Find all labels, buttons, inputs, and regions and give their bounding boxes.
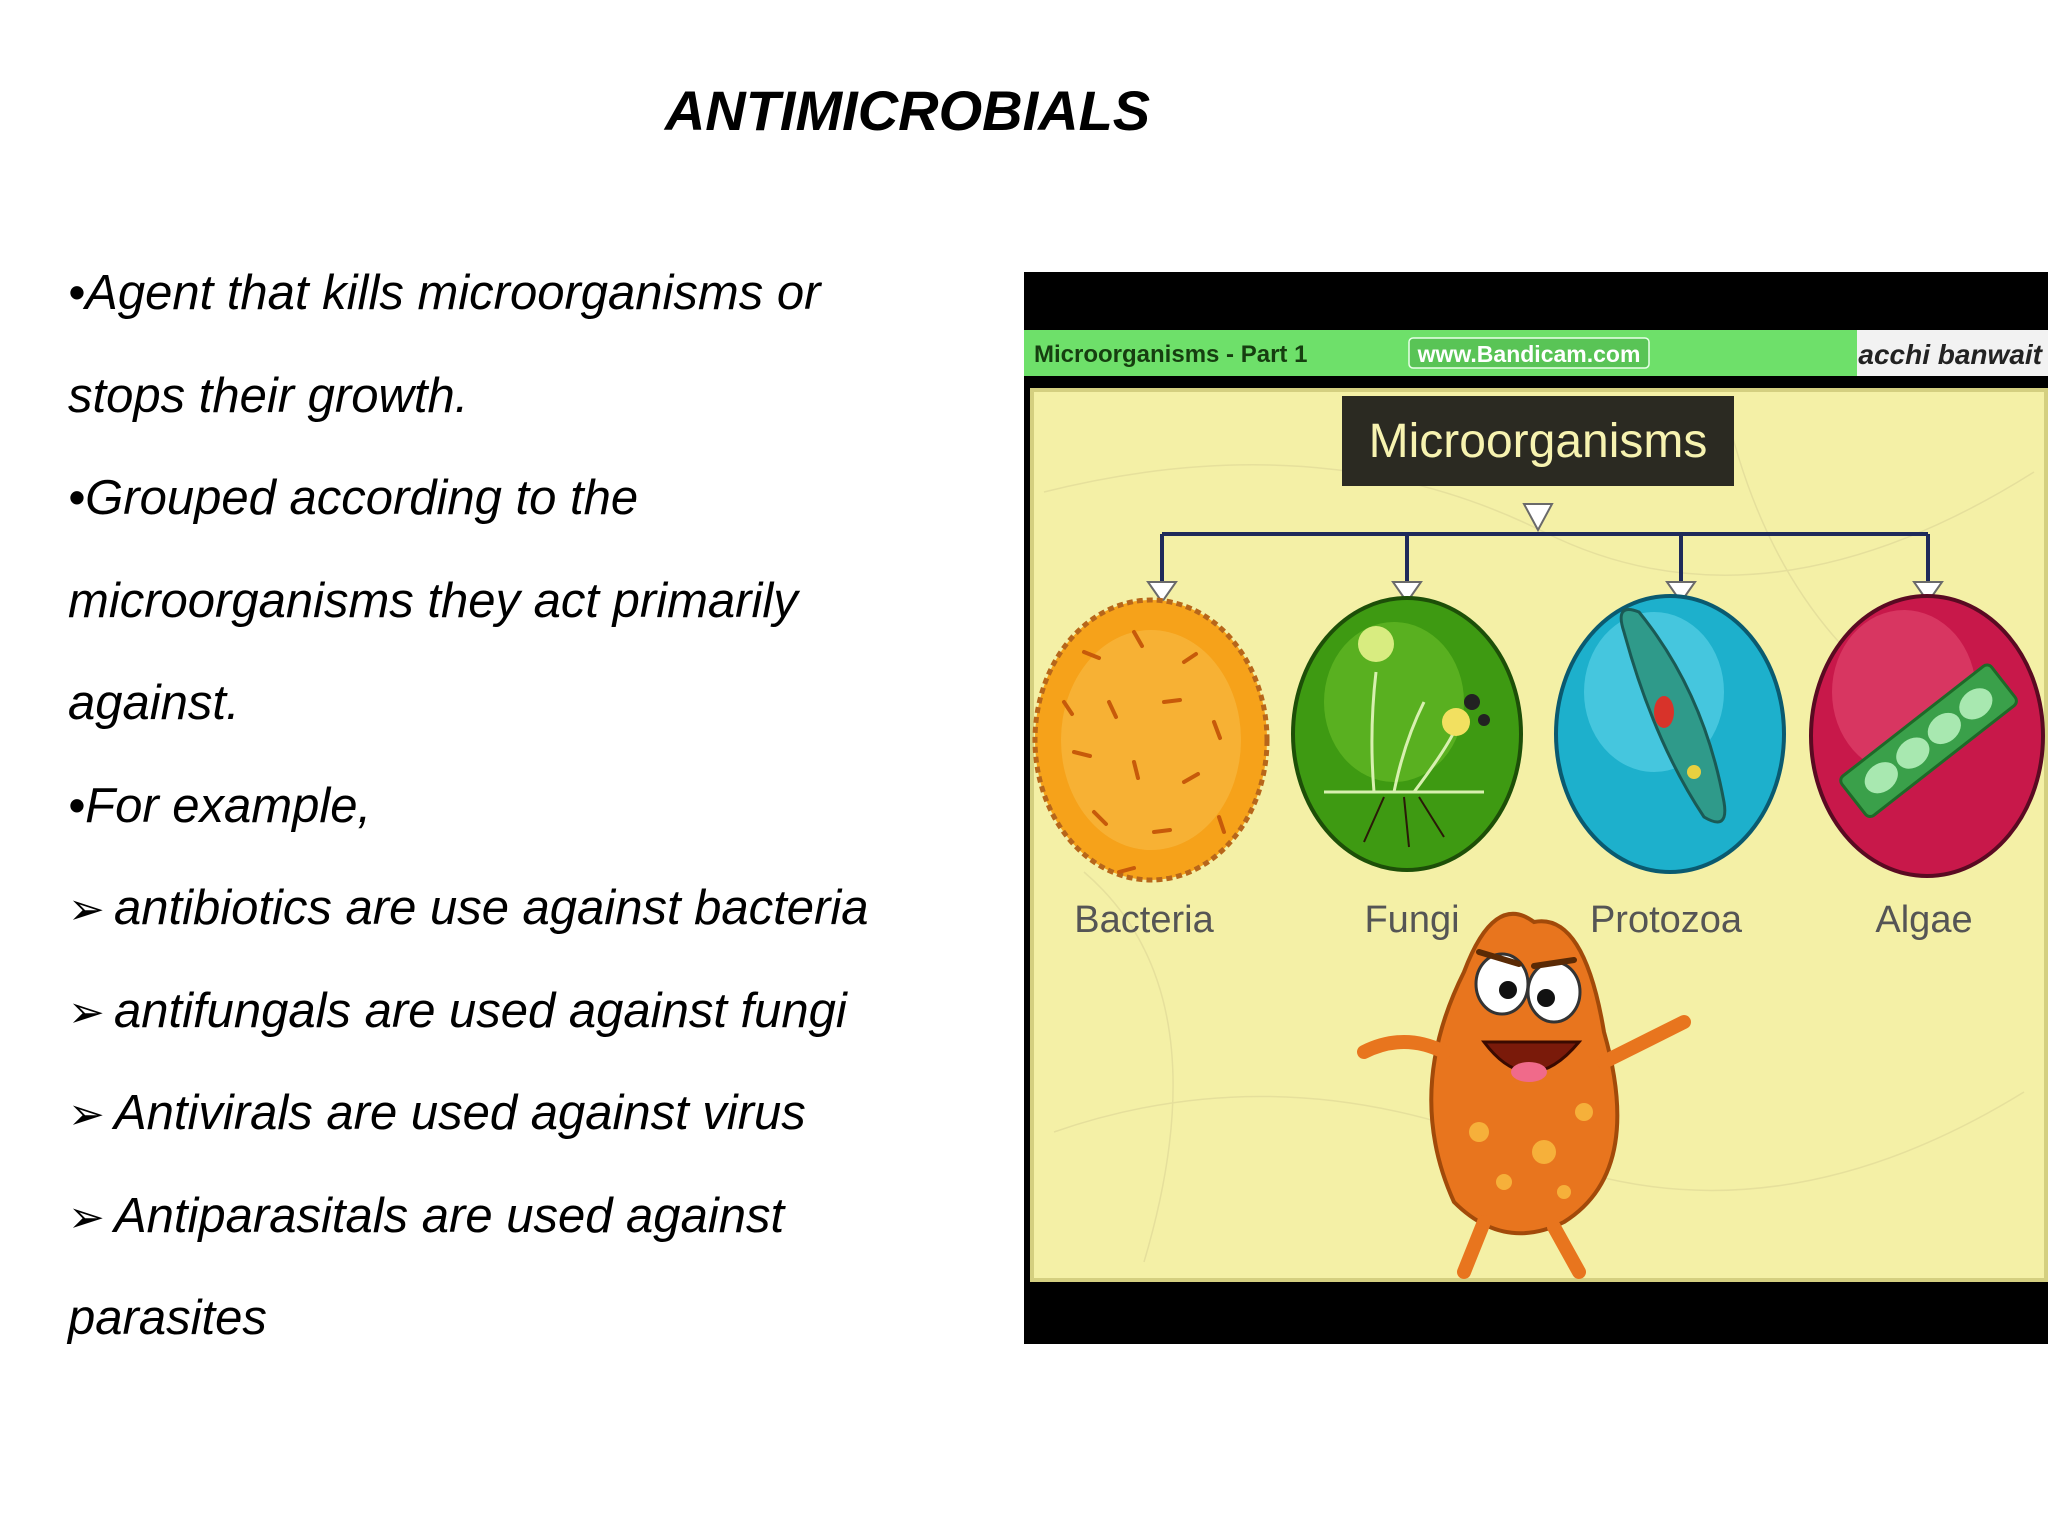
- protozoa-label: Protozoa: [1589, 899, 1743, 941]
- sub-bullet-item: [68, 1078, 968, 1181]
- bullet-continuation: [68, 668, 968, 771]
- bullet-text: parasites: [68, 1291, 267, 1345]
- bullet-text: For example,: [85, 778, 372, 833]
- fungi-icon: [1293, 598, 1521, 870]
- sub-bullet-item: [68, 976, 968, 1079]
- fungi-label: Fungi: [1364, 899, 1460, 941]
- bullet-text: Antivirals are used against virus: [114, 1086, 806, 1140]
- slide-title: ANTIMICROBIALS: [664, 79, 1151, 142]
- sub-bullet-item: [68, 1181, 968, 1284]
- channel-name: acchi banwait: [1858, 339, 2042, 370]
- arrow-bullet-icon: ➢: [68, 987, 105, 1037]
- bullet-text: antibiotics are use against bacteria: [114, 881, 869, 935]
- bullet-list: [68, 258, 968, 1386]
- sub-bullet-item: [68, 873, 968, 976]
- bullet-item: [68, 771, 968, 874]
- bullet-continuation: [68, 1283, 968, 1386]
- diagram-title: Microorganisms: [1368, 415, 1708, 468]
- bullet-text: Agent that kills microorganisms or: [85, 266, 821, 320]
- bullet-text: Antiparasitals are used against: [114, 1188, 785, 1243]
- bacteria-label: Bacteria: [1074, 899, 1214, 941]
- microorganisms-diagram: [1024, 272, 2048, 1344]
- algae-icon: [1811, 596, 2043, 876]
- video-thumbnail[interactable]: [1024, 272, 2048, 1344]
- watermark: www.Bandicam.com: [1417, 341, 1641, 367]
- bullet-text: antifungals are used against fungi: [114, 983, 847, 1038]
- bullet-text: against.: [68, 676, 240, 730]
- arrow-bullet-icon: ➢: [68, 1192, 105, 1242]
- bacteria-icon: [1035, 600, 1267, 880]
- arrow-bullet-icon: ➢: [68, 885, 105, 934]
- bullet-dot-icon: •: [68, 778, 86, 833]
- video-bar-title: Microorganisms - Part 1: [1034, 341, 1308, 368]
- bullet-continuation: [68, 361, 968, 464]
- bullet-dot-icon: •: [68, 266, 86, 320]
- bullet-text: microorganisms they act primarily: [68, 573, 798, 628]
- algae-label: Algae: [1875, 899, 1973, 941]
- arrow-bullet-icon: ➢: [68, 1090, 105, 1139]
- protozoa-icon: [1556, 596, 1784, 872]
- bullet-item: [68, 463, 968, 566]
- bullet-text: stops their growth.: [68, 368, 469, 423]
- bullet-continuation: [68, 566, 968, 669]
- bullet-item: [68, 258, 968, 361]
- bullet-text: Grouped according to the: [85, 471, 639, 525]
- bullet-dot-icon: •: [68, 471, 86, 525]
